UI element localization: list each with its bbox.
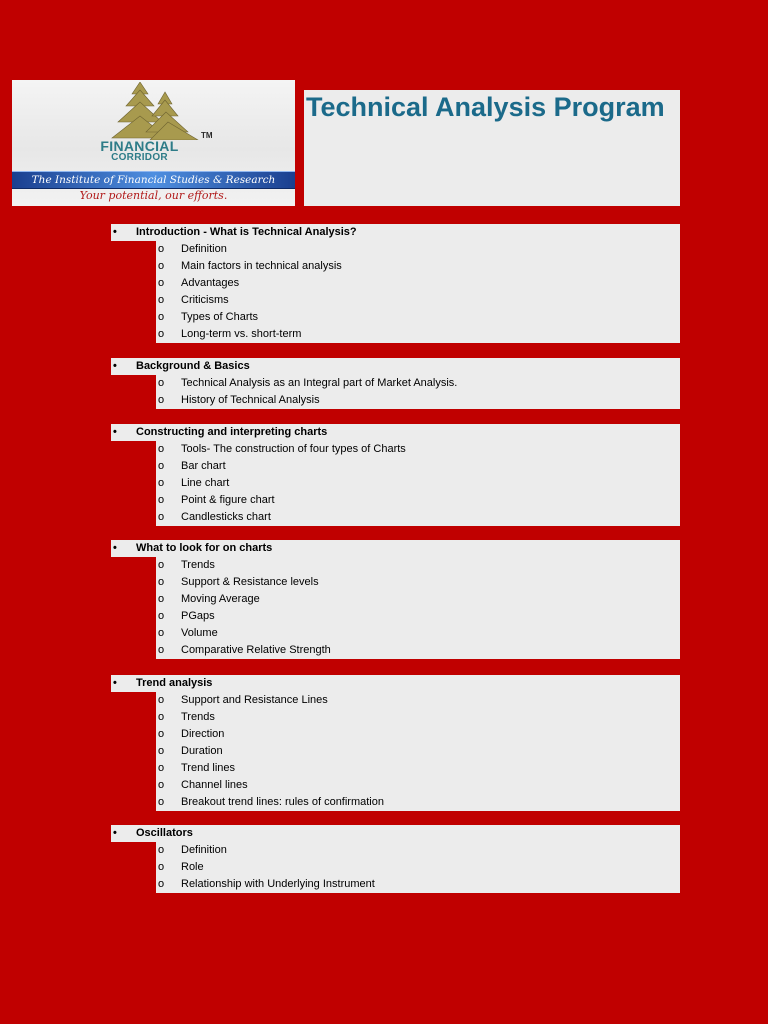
list-item — [156, 309, 680, 326]
section-heading — [111, 825, 680, 842]
bullet-icon: • — [113, 360, 117, 372]
list-item — [156, 625, 680, 642]
list-item-text: Types of Charts — [181, 311, 259, 323]
sub-bullet-icon: o — [158, 460, 165, 472]
page-title: Technical Analysis Program — [306, 92, 665, 122]
list-item — [156, 859, 680, 876]
section-heading — [111, 224, 680, 241]
list-item — [156, 458, 680, 475]
sub-bullet-icon: o — [158, 844, 165, 856]
list-item-text: Trends — [181, 559, 215, 571]
sub-item-list — [156, 842, 680, 893]
section-heading — [111, 675, 680, 692]
list-item — [156, 591, 680, 608]
sub-bullet-icon: o — [158, 728, 165, 740]
sub-bullet-icon: o — [158, 694, 165, 706]
section-heading-text: Constructing and interpreting charts — [136, 426, 328, 438]
section-heading — [111, 424, 680, 441]
list-item — [156, 557, 680, 574]
list-item — [156, 842, 680, 859]
section-heading-text: Oscillators — [136, 827, 193, 839]
sub-bullet-icon: o — [158, 394, 165, 406]
sub-bullet-icon: o — [158, 627, 165, 639]
sub-item-list — [156, 692, 680, 811]
list-item-text: Relationship with Underlying Instrument — [181, 878, 375, 890]
sub-bullet-icon: o — [158, 477, 165, 489]
outline-section — [111, 424, 680, 526]
sub-bullet-icon: o — [158, 260, 165, 272]
outline-section — [111, 540, 680, 659]
list-item-text: Main factors in technical analysis — [181, 260, 342, 272]
bullet-icon: • — [113, 226, 117, 238]
list-item-text: Role — [181, 861, 204, 873]
sub-bullet-icon: o — [158, 593, 165, 605]
list-item — [156, 441, 680, 458]
sub-item-list — [156, 557, 680, 659]
list-item-text: Support and Resistance Lines — [181, 694, 328, 706]
list-item — [156, 794, 680, 811]
section-heading — [111, 540, 680, 557]
outline-section — [111, 224, 680, 343]
list-item — [156, 509, 680, 526]
title-box — [304, 90, 680, 206]
list-item — [156, 760, 680, 777]
list-item — [156, 326, 680, 343]
list-item — [156, 475, 680, 492]
list-item-text: Direction — [181, 728, 225, 740]
section-heading-text: Background & Basics — [136, 360, 250, 372]
list-item-text: Technical Analysis as an Integral part of Market Analysis. — [181, 377, 458, 389]
outline-section — [111, 825, 680, 893]
financial-corridor-logo — [12, 80, 295, 206]
list-item-text: Criticisms — [181, 294, 229, 306]
sub-bullet-icon: o — [158, 644, 165, 656]
bullet-icon: • — [113, 677, 117, 689]
sub-bullet-icon: o — [158, 243, 165, 255]
section-heading-text: Trend analysis — [136, 677, 213, 689]
sub-bullet-icon: o — [158, 861, 165, 873]
section-heading-text: Introduction - What is Technical Analysis? — [136, 226, 357, 238]
list-item — [156, 292, 680, 309]
list-item — [156, 608, 680, 625]
list-item-text: Definition — [181, 243, 227, 255]
list-item — [156, 777, 680, 794]
sub-bullet-icon: o — [158, 878, 165, 890]
list-item-text: Tools- The construction of four types of Charts — [181, 443, 406, 455]
section-heading-text: What to look for on charts — [136, 542, 273, 554]
sub-item-list — [156, 375, 680, 409]
list-item — [156, 275, 680, 292]
bullet-icon: • — [113, 827, 117, 839]
list-item-text: Support & Resistance levels — [181, 576, 319, 588]
list-item — [156, 709, 680, 726]
list-item-text: Long-term vs. short-term — [181, 328, 302, 340]
list-item-text: Point & figure chart — [181, 494, 275, 506]
sub-bullet-icon: o — [158, 610, 165, 622]
list-item-text: Duration — [181, 745, 223, 757]
list-item-text: Definition — [181, 844, 227, 856]
sub-bullet-icon: o — [158, 559, 165, 571]
list-item — [156, 375, 680, 392]
list-item — [156, 392, 680, 409]
bullet-icon: • — [113, 542, 117, 554]
sub-bullet-icon: o — [158, 277, 165, 289]
outline-section — [111, 675, 680, 811]
list-item — [156, 574, 680, 591]
sub-bullet-icon: o — [158, 328, 165, 340]
sub-item-list — [156, 241, 680, 343]
sub-bullet-icon: o — [158, 311, 165, 323]
section-heading — [111, 358, 680, 375]
list-item-text: History of Technical Analysis — [181, 394, 320, 406]
list-item — [156, 876, 680, 893]
list-item — [156, 743, 680, 760]
sub-bullet-icon: o — [158, 443, 165, 455]
pyramid-trees-logo-icon — [110, 82, 200, 140]
list-item-text: Advantages — [181, 277, 240, 289]
list-item — [156, 692, 680, 709]
list-item — [156, 492, 680, 509]
list-item-text: Trend lines — [181, 762, 236, 774]
list-item — [156, 241, 680, 258]
logo-banner: The Institute of Financial Studies & Research — [12, 171, 295, 189]
sub-bullet-icon: o — [158, 294, 165, 306]
list-item — [156, 726, 680, 743]
list-item — [156, 258, 680, 275]
logo-name-line1: FINANCIAL — [100, 138, 179, 154]
list-item-text: Comparative Relative Strength — [181, 644, 331, 656]
list-item-text: Candlesticks chart — [181, 511, 271, 523]
sub-bullet-icon: o — [158, 711, 165, 723]
list-item-text: Line chart — [181, 477, 230, 489]
list-item — [156, 642, 680, 659]
list-item-text: Volume — [181, 627, 218, 639]
logo-name-line2: CORRIDOR — [111, 152, 168, 163]
list-item-text: Breakout trend lines: rules of confirmation — [181, 796, 384, 808]
list-item-text: Moving Average — [181, 593, 260, 605]
sub-bullet-icon: o — [158, 511, 165, 523]
sub-bullet-icon: o — [158, 779, 165, 791]
list-item-text: Bar chart — [181, 460, 226, 472]
bullet-icon: • — [113, 426, 117, 438]
list-item-text: PGaps — [181, 610, 215, 622]
sub-bullet-icon: o — [158, 576, 165, 588]
sub-bullet-icon: o — [158, 762, 165, 774]
list-item-text: Channel lines — [181, 779, 248, 791]
sub-bullet-icon: o — [158, 745, 165, 757]
sub-bullet-icon: o — [158, 494, 165, 506]
list-item-text: Trends — [181, 711, 215, 723]
sub-bullet-icon: o — [158, 377, 165, 389]
outline-section — [111, 358, 680, 409]
sub-bullet-icon: o — [158, 796, 165, 808]
logo-tagline: Your potential, our efforts. — [79, 189, 228, 202]
sub-item-list — [156, 441, 680, 526]
trademark-mark: TM — [201, 131, 213, 140]
